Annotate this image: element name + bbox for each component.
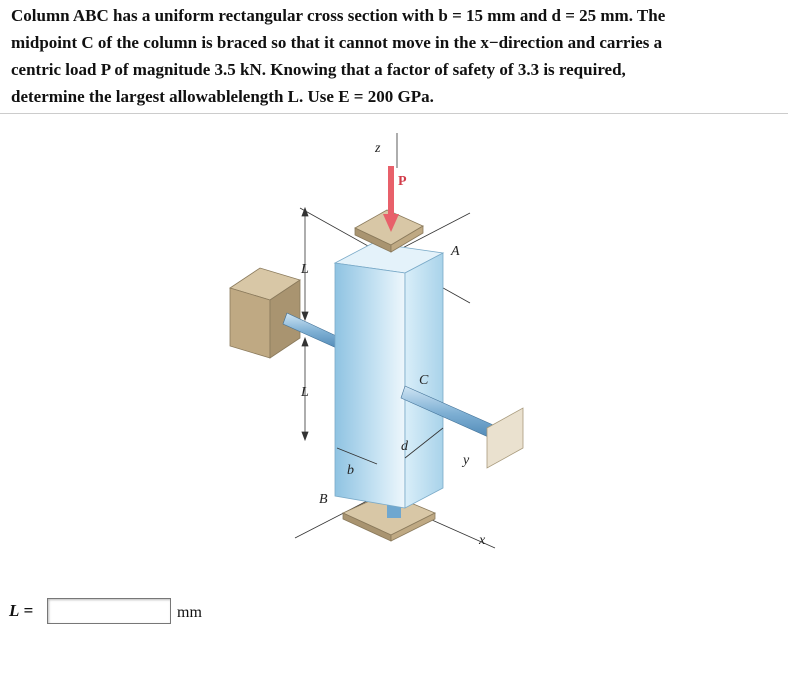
z-label: z — [375, 141, 381, 156]
left-support-block — [230, 268, 300, 358]
C-label: C — [419, 373, 429, 388]
problem-statement — [11, 2, 781, 110]
B-label: B — [319, 492, 328, 507]
answer-equals: = — [23, 601, 34, 620]
answer-unit: mm — [177, 604, 202, 621]
y-label: y — [463, 453, 470, 468]
d-label: d — [401, 439, 408, 454]
problem-line-1: Column ABC has a uniform rectangular cross section with b = 15 mm and d = 25 mm. The — [11, 6, 666, 25]
A-label: A — [451, 244, 460, 259]
answer-variable: L — [9, 601, 20, 620]
problem-line-2: midpoint C of the column is braced so that it cannot move in the x−direction and carries a — [11, 33, 663, 52]
problem-line-4: determine the largest allowablelength L. Use E = 200 GPa. — [11, 87, 434, 106]
answer-input[interactable] — [47, 598, 171, 624]
divider — [0, 113, 788, 114]
b-label: b — [347, 463, 354, 478]
L-top-label: L — [301, 262, 309, 277]
column-figure — [225, 128, 565, 568]
L-bottom-label: L — [301, 385, 309, 400]
answer-label — [9, 601, 33, 621]
problem-line-3: centric load P of magnitude 3.5 kN. Knowing that a factor of safety of 3.3 is required, — [11, 60, 626, 79]
x-label: x — [479, 533, 486, 548]
right-support-wall — [487, 408, 523, 468]
P-label: P — [398, 174, 407, 189]
